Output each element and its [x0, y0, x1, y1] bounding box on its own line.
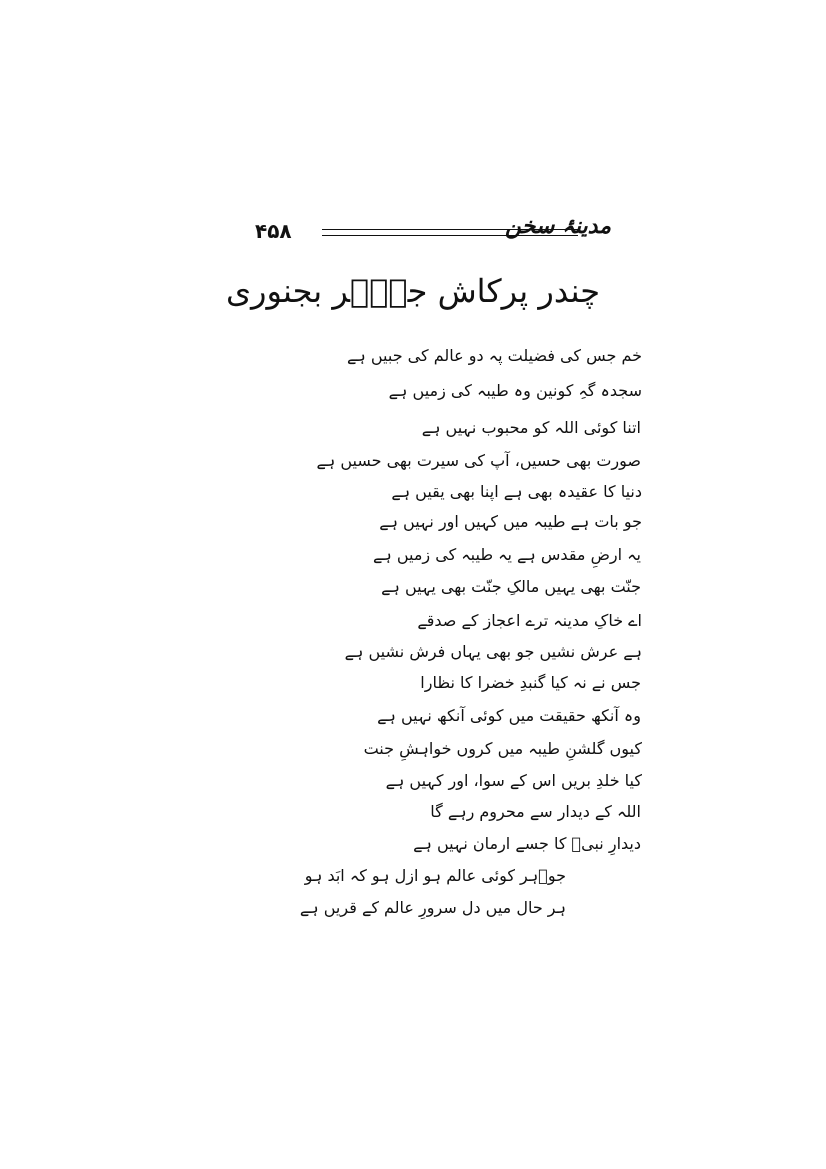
verse-line: یہ ارضِ مقدس ہے یہ طیبہ کی زمیں ہے	[373, 545, 641, 564]
verse-line: ہے عرش نشیں جو بھی یہاں فرش نشیں ہے	[344, 642, 642, 661]
verse-line: خم جس کی فضیلت پہ دو عالم کی جبیں ہے	[347, 346, 642, 365]
verse-line: جو بات ہے طیبہ میں کہیں اور نہیں ہے	[379, 512, 642, 531]
verse-line: کیا خلدِ بریں اس کے سوا، اور کہیں ہے	[385, 771, 642, 790]
verse-line: دیدارِ نبیؐ کا جسے ارمان نہیں ہے	[413, 834, 641, 853]
verse-line: جنّت بھی یہیں مالکِ جنّت بھی یہیں ہے	[381, 577, 641, 596]
verse-line: کیوں گلشنِ طیبہ میں کروں خواہشِ جنت	[363, 739, 642, 758]
book-title: مدینۂ سخن	[504, 214, 611, 239]
verse-line: صورت بھی حسیں، آپ کی سیرت بھی حسیں ہے	[316, 451, 641, 470]
poem-title: چندر پرکاش جوؔہر بجنوری	[225, 272, 601, 310]
verse-line: دنیا کا عقیدہ بھی ہے اپنا بھی یقیں ہے	[391, 482, 642, 501]
verse-line: سجدہ گہِ کونین وہ طیبہ کی زمیں ہے	[388, 381, 642, 400]
verse-line: اتنا کوئی اللہ کو محبوب نہیں ہے	[421, 418, 641, 437]
verse-line: اے خاکِ مدینہ ترے اعجاز کے صدقے	[417, 611, 642, 630]
verse-line: وہ آنکھ حقیقت میں کوئی آنکھ نہیں ہے	[377, 706, 641, 725]
verse-line: اللہ کے دیدار سے محروم رہے گا	[430, 802, 641, 821]
verse-line: جس نے نہ کیا گنبدِ خضرا کا نظارا	[420, 673, 641, 692]
verse-line: جوؔہر کوئی عالم ہو ازل ہو کہ ابَد ہو	[304, 866, 566, 885]
page-number: ۴۵۸	[255, 219, 292, 243]
verse-line: ہر حال میں دل سرورِ عالم کے قریں ہے	[299, 898, 566, 917]
